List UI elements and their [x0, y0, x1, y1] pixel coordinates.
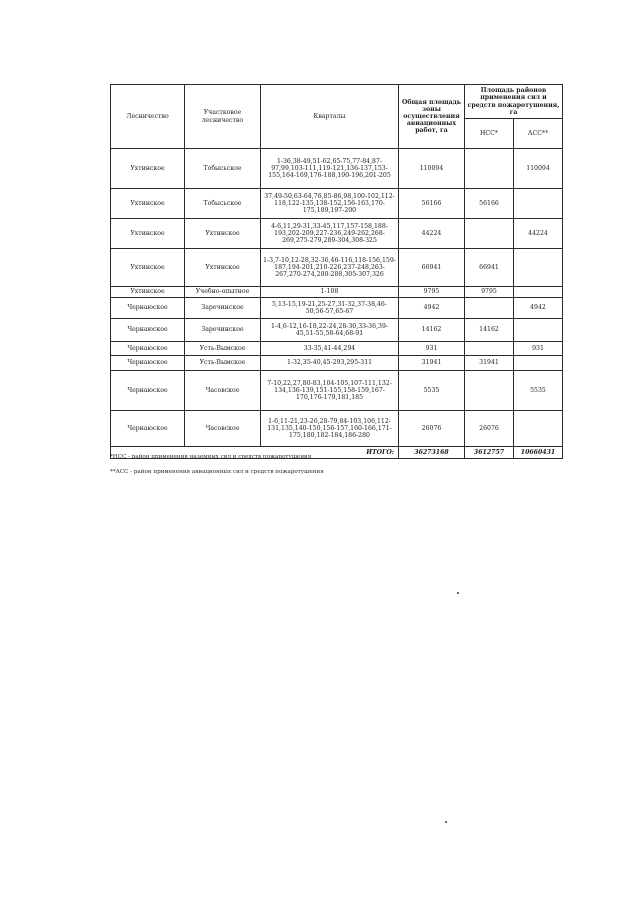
- cell-quarters: 1-32,35-40,45-293,295-311: [261, 356, 399, 371]
- cell-ass: 110094: [514, 149, 563, 189]
- cell-quarters: 4-6,11,29-31,33-45,117,157-158,188-193,202-209,227-236,249-262,268-269,275-279,289-304,308-325: [261, 219, 399, 249]
- table-body: [111, 149, 563, 447]
- cell-forestry: Чернаюское: [111, 356, 185, 371]
- cell-area: 14162: [399, 319, 465, 342]
- forest-fire-table: [110, 84, 563, 459]
- cell-forestry: Чернаюское: [111, 319, 185, 342]
- cell-nss: 66941: [465, 249, 514, 287]
- footnote: **АСС - район применения авиационных сил и средств пожаротушения: [110, 469, 324, 475]
- table-row: [111, 219, 563, 249]
- table-row: [111, 189, 563, 219]
- cell-area: 110094: [399, 149, 465, 189]
- cell-nss: 26076: [465, 411, 514, 447]
- header-nss: НСС*: [465, 119, 514, 149]
- total-area: 36273168: [399, 447, 465, 459]
- cell-district: Тобысьское: [185, 189, 261, 219]
- cell-nss: 31941: [465, 356, 514, 371]
- total-nss: 3612757: [465, 447, 514, 459]
- footnote: *НСС - район применения наземных сил и средств пожаротушения: [110, 454, 312, 460]
- cell-district: Усть-Вымское: [185, 342, 261, 356]
- cell-nss: 56166: [465, 189, 514, 219]
- cell-quarters: 7-10,22,27,80-83,104-105,107-111,132-134,136-139,151-155,158-159,167-170,176-179,181,185: [261, 371, 399, 411]
- cell-ass: [514, 287, 563, 298]
- cell-quarters: 1-6,11-21,23-26,28-79,84-103,106,112-131,135,140-150,156-157,160-166,171-175,180,182-184,186-280: [261, 411, 399, 447]
- header-area-group: Площадь районов применения сил и средств пожаротушения, га: [465, 85, 563, 119]
- cell-district: Часовское: [185, 371, 261, 411]
- cell-area: 56166: [399, 189, 465, 219]
- cell-forestry: Ухтинское: [111, 249, 185, 287]
- cell-quarters: 1-3,7-10,12-28,32-36,46-116,118-156,159-187,194-201,210-226,237-248,263-267,270-274,280-288,305-307,326: [261, 249, 399, 287]
- cell-district: Ухтинское: [185, 219, 261, 249]
- cell-area: 5535: [399, 371, 465, 411]
- cell-quarters: 5,13-15,19-21,25-27,31-32,37-38,46-50,56-57,65-67: [261, 298, 399, 319]
- cell-ass: 44224: [514, 219, 563, 249]
- cell-area: 4942: [399, 298, 465, 319]
- cell-ass: [514, 411, 563, 447]
- table-row: [111, 287, 563, 298]
- table-row: [111, 411, 563, 447]
- header-kvartaly: Кварталы: [261, 85, 399, 149]
- cell-district: Учебно-опытное: [185, 287, 261, 298]
- cell-quarters: 1-36,38-49,51-62,65-75,77-84,87-97,99,103-111,119-121,136-137,153-155,164-169,176-188,190-196,201-205: [261, 149, 399, 189]
- cell-district: Усть-Вымское: [185, 356, 261, 371]
- table-row: [111, 149, 563, 189]
- cell-area: 66941: [399, 249, 465, 287]
- cell-quarters: 37,49-50,63-64,76,85-86,98,100-102,112-118,122-135,138-152,156-163,170-175,189,197-200: [261, 189, 399, 219]
- cell-ass: 5535: [514, 371, 563, 411]
- table-row: [111, 319, 563, 342]
- cell-ass: 4942: [514, 298, 563, 319]
- cell-forestry: Ухтинское: [111, 219, 185, 249]
- cell-nss: [465, 219, 514, 249]
- cell-quarters: 1-4,6-12,16-18,22-24,28-30,33-36,39-45,51-55,58-64,68-91: [261, 319, 399, 342]
- cell-district: Заречинское: [185, 298, 261, 319]
- cell-nss: 14162: [465, 319, 514, 342]
- cell-forestry: Чернаюское: [111, 298, 185, 319]
- header-row-1: [111, 85, 563, 119]
- total-label: ИТОГО:: [111, 447, 399, 459]
- cell-ass: 931: [514, 342, 563, 356]
- table-row: [111, 298, 563, 319]
- cell-forestry: Ухтинское: [111, 189, 185, 219]
- cell-quarters: 1-108: [261, 287, 399, 298]
- cell-area: 26076: [399, 411, 465, 447]
- header-total-area: Общая площадь зоны осуществления авиационных работ, га: [399, 85, 465, 149]
- cell-ass: [514, 249, 563, 287]
- cell-area: 931: [399, 342, 465, 356]
- cell-nss: [465, 298, 514, 319]
- scan-speck: [445, 821, 447, 823]
- cell-forestry: Ухтинское: [111, 149, 185, 189]
- cell-nss: [465, 342, 514, 356]
- table-row: [111, 371, 563, 411]
- total-ass: 10660431: [514, 447, 563, 459]
- cell-nss: 9795: [465, 287, 514, 298]
- cell-forestry: Ухтинское: [111, 287, 185, 298]
- header-uchastkovoe: Участковое лесничество: [185, 85, 261, 149]
- cell-forestry: Чернаюское: [111, 411, 185, 447]
- cell-district: Тобысьское: [185, 149, 261, 189]
- table-row: [111, 356, 563, 371]
- cell-nss: [465, 149, 514, 189]
- table-row: [111, 342, 563, 356]
- cell-area: 9795: [399, 287, 465, 298]
- cell-ass: [514, 189, 563, 219]
- cell-forestry: Чернаюское: [111, 371, 185, 411]
- header-lesnichestvo: Лесничество: [111, 85, 185, 149]
- table-row: [111, 249, 563, 287]
- header-ass: АСС**: [514, 119, 563, 149]
- cell-district: Часовское: [185, 411, 261, 447]
- cell-area: 44224: [399, 219, 465, 249]
- scan-speck: [457, 592, 459, 594]
- cell-nss: [465, 371, 514, 411]
- cell-ass: [514, 319, 563, 342]
- cell-area: 31941: [399, 356, 465, 371]
- cell-quarters: 33-35,41-44,294: [261, 342, 399, 356]
- cell-forestry: Чернаюское: [111, 342, 185, 356]
- cell-district: Ухтинское: [185, 249, 261, 287]
- cell-district: Заречинское: [185, 319, 261, 342]
- cell-ass: [514, 356, 563, 371]
